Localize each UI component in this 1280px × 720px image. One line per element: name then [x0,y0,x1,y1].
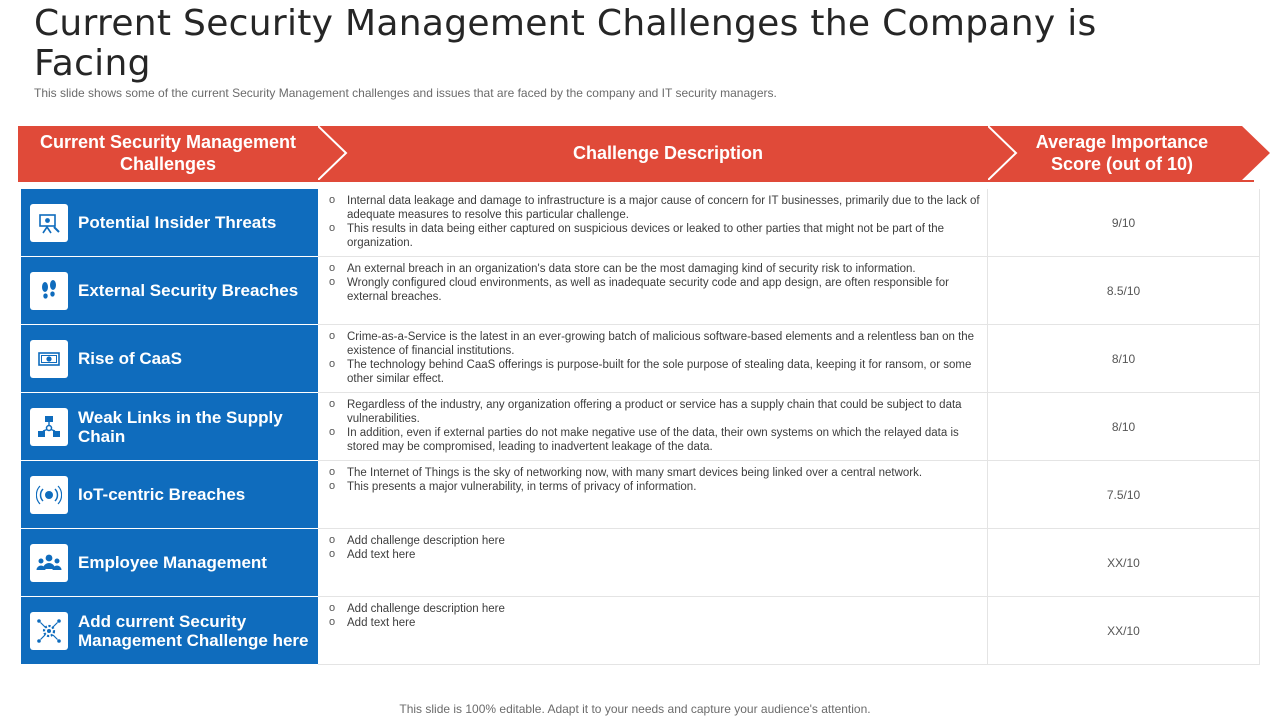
score-cell: 8.5/10 [988,257,1260,325]
table-row [21,393,1259,461]
header-underline [18,180,1254,182]
challenge-cell [21,597,318,665]
challenge-label: Weak Links in the Supply Chain [78,407,283,446]
description-bullet: o This presents a major vulnerability, in terms of privacy of information. [320,480,981,494]
description-bullet: o In addition, even if external parties do not make negative use of the data, their own systems on which the relayed data is stored may be compromised, leading to inadvertent leakage of the data. [320,426,981,454]
header-description-label: Challenge Description [572,143,764,163]
description-bullet: o The Internet of Things is the sky of networking now, with many smart devices being linked over a central network. [320,466,981,480]
description-bullet: o This results in data being either captured on suspicious devices or leaked to other parties that might not be part of the organization. [320,222,981,250]
challenge-label: Employee Management [78,553,267,572]
supply-chain-icon [30,408,68,446]
footer-note: This slide is 100% editable. Adapt it to your needs and capture your audience's attention. [399,702,871,716]
description-cell [318,461,988,529]
page-subtitle: This slide shows some of the current Security Management challenges and issues that are faced by the company and IT security managers. [34,86,777,100]
page-title: Current Security Management Challenges the Company is Facing [34,3,1097,84]
description-bullet: o Add text here [320,548,981,562]
table-row [21,597,1259,665]
challenge-cell [21,325,318,393]
table-row [21,529,1259,597]
header-challenges [18,126,348,180]
description-bullet: o Crime-as-a-Service is the latest in an ever-growing batch of malicious software-based elements and a relentless ban on the existence of financial institutions. [320,330,981,358]
description-cell [318,257,988,325]
table-row [21,189,1259,257]
score-cell: 9/10 [988,189,1260,257]
description-cell [318,529,988,597]
description-bullet: o Add challenge description here [320,534,981,548]
iot-icon [30,476,68,514]
description-bullet: o Internal data leakage and damage to infrastructure is a major cause of concern for IT businesses, primarily due to the lack of adequate measures to resolve this particular challenge. [320,194,981,222]
table-row [21,325,1259,393]
challenge-label: External Security Breaches [78,281,299,300]
header-score-label: Average Importance Score (out of 10) [1035,132,1209,174]
challenge-cell [21,257,318,325]
description-cell [318,597,988,665]
table-row [21,461,1259,529]
description-cell [318,325,988,393]
description-cell [318,189,988,257]
challenge-label: Add current Security Management Challenge here [78,611,309,650]
challenge-cell [21,189,318,257]
insider-threat-icon [30,204,68,242]
description-bullet: o The technology behind CaaS offerings is purpose-built for the sole purpose of stealing data, keeping it for ransom, or some other similar effect. [320,358,981,386]
challenge-label: Rise of CaaS [78,349,182,368]
header-description [318,126,1018,180]
table-row [21,257,1259,325]
description-cell [318,393,988,461]
description-bullet: o Wrongly configured cloud environments, as well as inadequate security code and app design, are often responsible for external breaches. [320,276,981,304]
challenge-cell [21,393,318,461]
network-gear-icon [30,612,68,650]
header-score [988,126,1272,180]
score-cell: XX/10 [988,529,1260,597]
score-cell: XX/10 [988,597,1260,665]
challenge-cell [21,461,318,529]
challenge-cell [21,529,318,597]
money-icon [30,340,68,378]
score-cell: 8/10 [988,325,1260,393]
description-bullet: o An external breach in an organization's data store can be the most damaging kind of security risk to information. [320,262,981,276]
score-cell: 7.5/10 [988,461,1260,529]
footprints-icon [30,272,68,310]
team-icon [30,544,68,582]
header-challenges-label: Current Security Management Challenges [39,132,297,174]
description-bullet: o Regardless of the industry, any organization offering a product or service has a supply chain that could be subject to data vulnerabilities. [320,398,981,426]
description-bullet: o Add text here [320,616,981,630]
challenge-label: Potential Insider Threats [78,213,277,232]
challenge-label: IoT-centric Breaches [78,485,246,504]
score-cell: 8/10 [988,393,1260,461]
description-bullet: o Add challenge description here [320,602,981,616]
